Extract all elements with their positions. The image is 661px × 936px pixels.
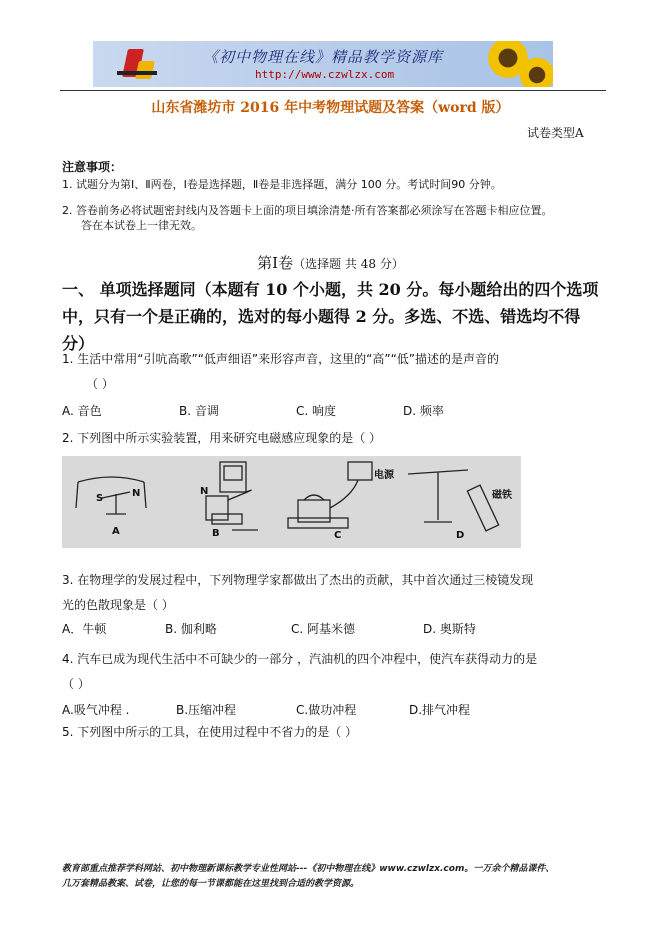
figure-label-c: C [334, 530, 342, 541]
section-title-sub: （选择题 共 48 分） [293, 257, 404, 271]
part-one-heading-line: 中，只有一个是正确的，选对的每小题得 2 分。多选、不选、错选均不得分） [62, 307, 581, 353]
paper-type-label: 试卷类型A [527, 126, 584, 140]
document-title: 山东省潍坊市 2016 年中考物理试题及答案（word 版） [151, 100, 510, 116]
question-3-stem-cont: 光的色散现象是（ ） [62, 598, 174, 612]
logo-underline-icon [117, 71, 157, 75]
question-2-figure [62, 456, 521, 548]
header-divider [60, 90, 606, 91]
question-4-option-d: D.排气冲程 [409, 703, 471, 717]
question-5-stem: 5. 下列图中所示的工具，在使用过程中不省力的是（ ） [62, 725, 358, 739]
figure-label-b: B [212, 528, 220, 539]
footer-line: 教育部重点推荐学科网站、初中物理新课标教学专业性网站---《初中物理在线》www.czwlzx.com。一万余个精品课件、 [62, 864, 555, 874]
question-3-option-d: D. 奥斯特 [423, 622, 476, 636]
question-3-option-c: C. 阿基米德 [291, 622, 356, 636]
question-3-option-a: A．牛顿 [62, 622, 107, 636]
figure-label-power-supply: 电源 [374, 470, 394, 481]
question-4-stem-cont: （ ） [62, 677, 90, 691]
note-item: 2. 答卷前务必将试题密封线内及答题卡上面的项目填涂清楚·所有答案都必须涂写在答题卡相应位置。 [62, 204, 553, 217]
question-1-option-c: C. 响度 [296, 404, 337, 418]
note-item: 答在本试卷上一律无效。 [81, 219, 202, 232]
question-4-option-b: B.压缩冲程 [176, 703, 237, 717]
question-3-stem: 3. 在物理学的发展过程中，下列物理学家都做出了杰出的贡献，其中首次通过三棱镜发现 [62, 573, 534, 587]
figure-label-a: A [112, 526, 120, 537]
figure-label-d: D [456, 530, 465, 541]
note-item: 1. 试题分为第Ⅰ、Ⅱ两卷，Ⅰ卷是选择题，Ⅱ卷是非选择题，满分 100 分。考试时间90 分钟。 [62, 178, 502, 191]
question-2-stem: 2. 下列图中所示实验装置，用来研究电磁感应现象的是（ ） [62, 431, 382, 445]
experiment-apparatus-diagram [62, 456, 521, 548]
figure-label-n: N [132, 488, 141, 499]
question-1-option-b: B. 音调 [179, 404, 219, 418]
logo-accent-icon [135, 61, 155, 79]
footer-line: 几万套精品教案、试卷，让您的每一节课都能在这里找到合适的教学资源。 [62, 879, 360, 889]
question-4-stem: 4. 汽车已成为现代生活中不可缺少的一部分 ，汽油机的四个冲程中，使汽车获得动力的是 [62, 652, 538, 666]
figure-label-magnet: 磁铁 [492, 490, 512, 501]
figure-label-n: N [200, 486, 209, 497]
question-1-stem: 1. 生活中常用“引吭高歌”“低声细语”来形容声音，这里的“高”“低”描述的是声音的 [62, 352, 500, 366]
question-3-option-b: B. 伽利略 [165, 622, 217, 636]
part-one-heading [62, 276, 602, 357]
question-1-option-a: A. 音色 [62, 404, 102, 418]
sunflower-icon [517, 55, 553, 87]
notes-heading: 注意事项： [62, 160, 123, 174]
part-one-heading-line: 一、 单项选择题同（本题有 10 个小题，共 20 分。每小题给出的四个选项 [62, 280, 599, 299]
question-4-option-c: C.做功冲程 [296, 703, 357, 717]
question-1-stem-cont: （ ） [86, 377, 114, 391]
section-title [0, 252, 661, 273]
question-4-option-a: A.吸气冲程 . [62, 703, 130, 717]
page-footer [62, 862, 622, 892]
header-banner [93, 41, 553, 87]
banner-title: 《初中物理在线》精品教学资源库 [203, 48, 444, 66]
banner-url: http://www.czwlzx.com [255, 68, 395, 81]
figure-label-s: S [96, 493, 104, 504]
question-1-option-d: D. 频率 [403, 404, 444, 418]
section-title-main: 第Ⅰ卷 [257, 254, 294, 272]
